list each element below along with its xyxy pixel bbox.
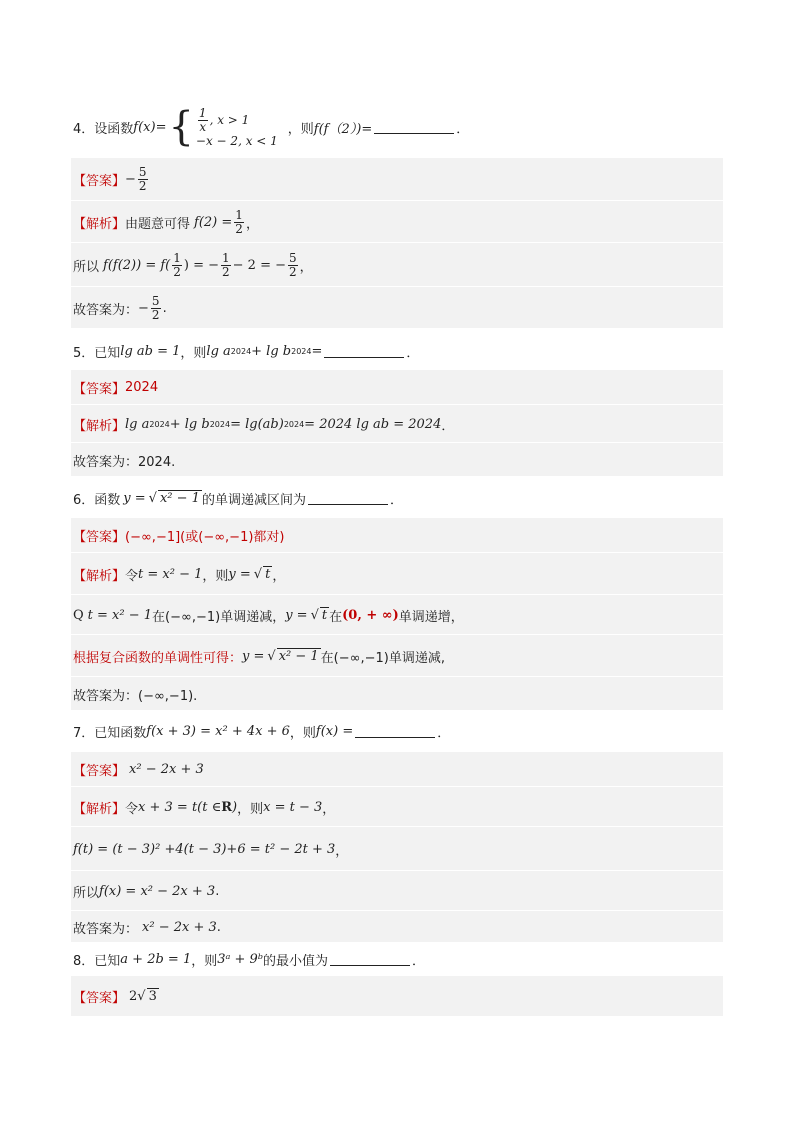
analysis-row-1: 【解析】 令 t = x² − 1 ，则 y = √ t ， [71, 552, 723, 595]
answer-row: 【答案】 2024 [73, 379, 159, 397]
answer-box-5 [71, 370, 723, 476]
answer-row: 【答案】 2 √ 3 [73, 988, 157, 1006]
analysis-row-1: 【解析】 令 x + 3 = t(t ∈ R ) ，则 x = t − 3 ， [71, 786, 723, 827]
answer-blank [324, 344, 404, 358]
answer-box-8 [71, 976, 723, 1016]
question-7: 7．已知函数 f(x + 3) = x² + 4x + 6 ，则 f(x) = ． [73, 723, 451, 741]
answer-blank [308, 491, 388, 505]
piecewise-brace: { [168, 104, 194, 150]
question-5: 5．已知 lg ab = 1 ，则 lg a 2024 + lg b 2024 = ． [73, 343, 420, 361]
conclusion-row: 故答案为： x² − 2x + 3 . [71, 910, 723, 943]
question-8: 8．已知 a + 2b = 1 ，则 3ᵃ + 9ᵇ 的最小值为 ． [73, 951, 426, 969]
answer-row: 【答案】 (−∞,−1](或(−∞,−1)都对) [73, 529, 285, 545]
analysis-row-3: 所以 f(x) = x² − 2x + 3 . [71, 870, 723, 911]
answer-box-7 [71, 752, 723, 942]
question-number: 7．已知函数 [73, 725, 147, 741]
question-number: 8．已知 [73, 953, 121, 969]
answer-tag: 【答案】 [73, 173, 126, 189]
analysis-row: 【解析】 lg a 2024 + lg b 2024 = lg(ab) 2024 = 2024 lg ab = 2024 ． [71, 404, 723, 443]
analysis-tag: 【解析】 [73, 216, 126, 232]
answer-fraction: $\frac{5}{2}$ [138, 164, 147, 193]
conclusion-row: 故答案为： − $\frac{5}{2}$ . [71, 286, 723, 329]
piecewise-cases [196, 107, 278, 148]
function-name: f(x)= [133, 119, 167, 135]
conclusion-row: 故答案为：(−∞,−1). [71, 676, 723, 711]
question-number: 6．函数 [73, 492, 121, 508]
answer-box-4 [71, 158, 723, 328]
answer-row: 【答案】 x² − 2x + 3 [73, 761, 204, 779]
answer-blank [330, 952, 410, 966]
answer-blank [374, 120, 454, 134]
answer-box-6 [71, 518, 723, 710]
analysis-row-1: 【解析】 由题意可得 f(2) = $\frac{1}{2}$ ， [71, 200, 723, 243]
analysis-row-2: 所以 f(f(2)) = f( $\frac{1}{2}$ ) = − $\frac{1}{2}$ − 2 = − $\frac{5}{2}$ ， [71, 242, 723, 287]
question-4: 4．设函数 f(x)= { $\frac{1}{x}$ , x > 1 −x − 2, x < 1 ，则 f(f（2）)= ． [73, 104, 470, 150]
question-number: 4．设函数 [73, 121, 134, 137]
conclusion-row: 故答案为：2024. [71, 442, 723, 477]
answer-blank [355, 724, 435, 738]
question-number: 5．已知 [73, 345, 121, 361]
case-2: −x − 2, x < 1 [195, 133, 278, 148]
answer-row: 【答案】 − $\frac{5}{2}$ [73, 164, 147, 193]
analysis-row-2: f(t) = (t − 3)² +4(t − 3)+6 = t² − 2t + 3 ， [71, 826, 723, 871]
case-1: $\frac{1}{x}$ , x > 1 [198, 105, 250, 134]
analysis-row-2: Q t = x² − 1 在(−∞,−1)单调递减， y = √ t 在 (0, + ∞) 单调递增， [71, 594, 723, 635]
question-6: 6．函数 y = √ x² − 1 的单调递减区间为 ． [73, 490, 403, 508]
analysis-row-3: 根据复合函数的单调性可得： y = √ x² − 1 在(−∞,−1)单调递减, [71, 634, 723, 677]
